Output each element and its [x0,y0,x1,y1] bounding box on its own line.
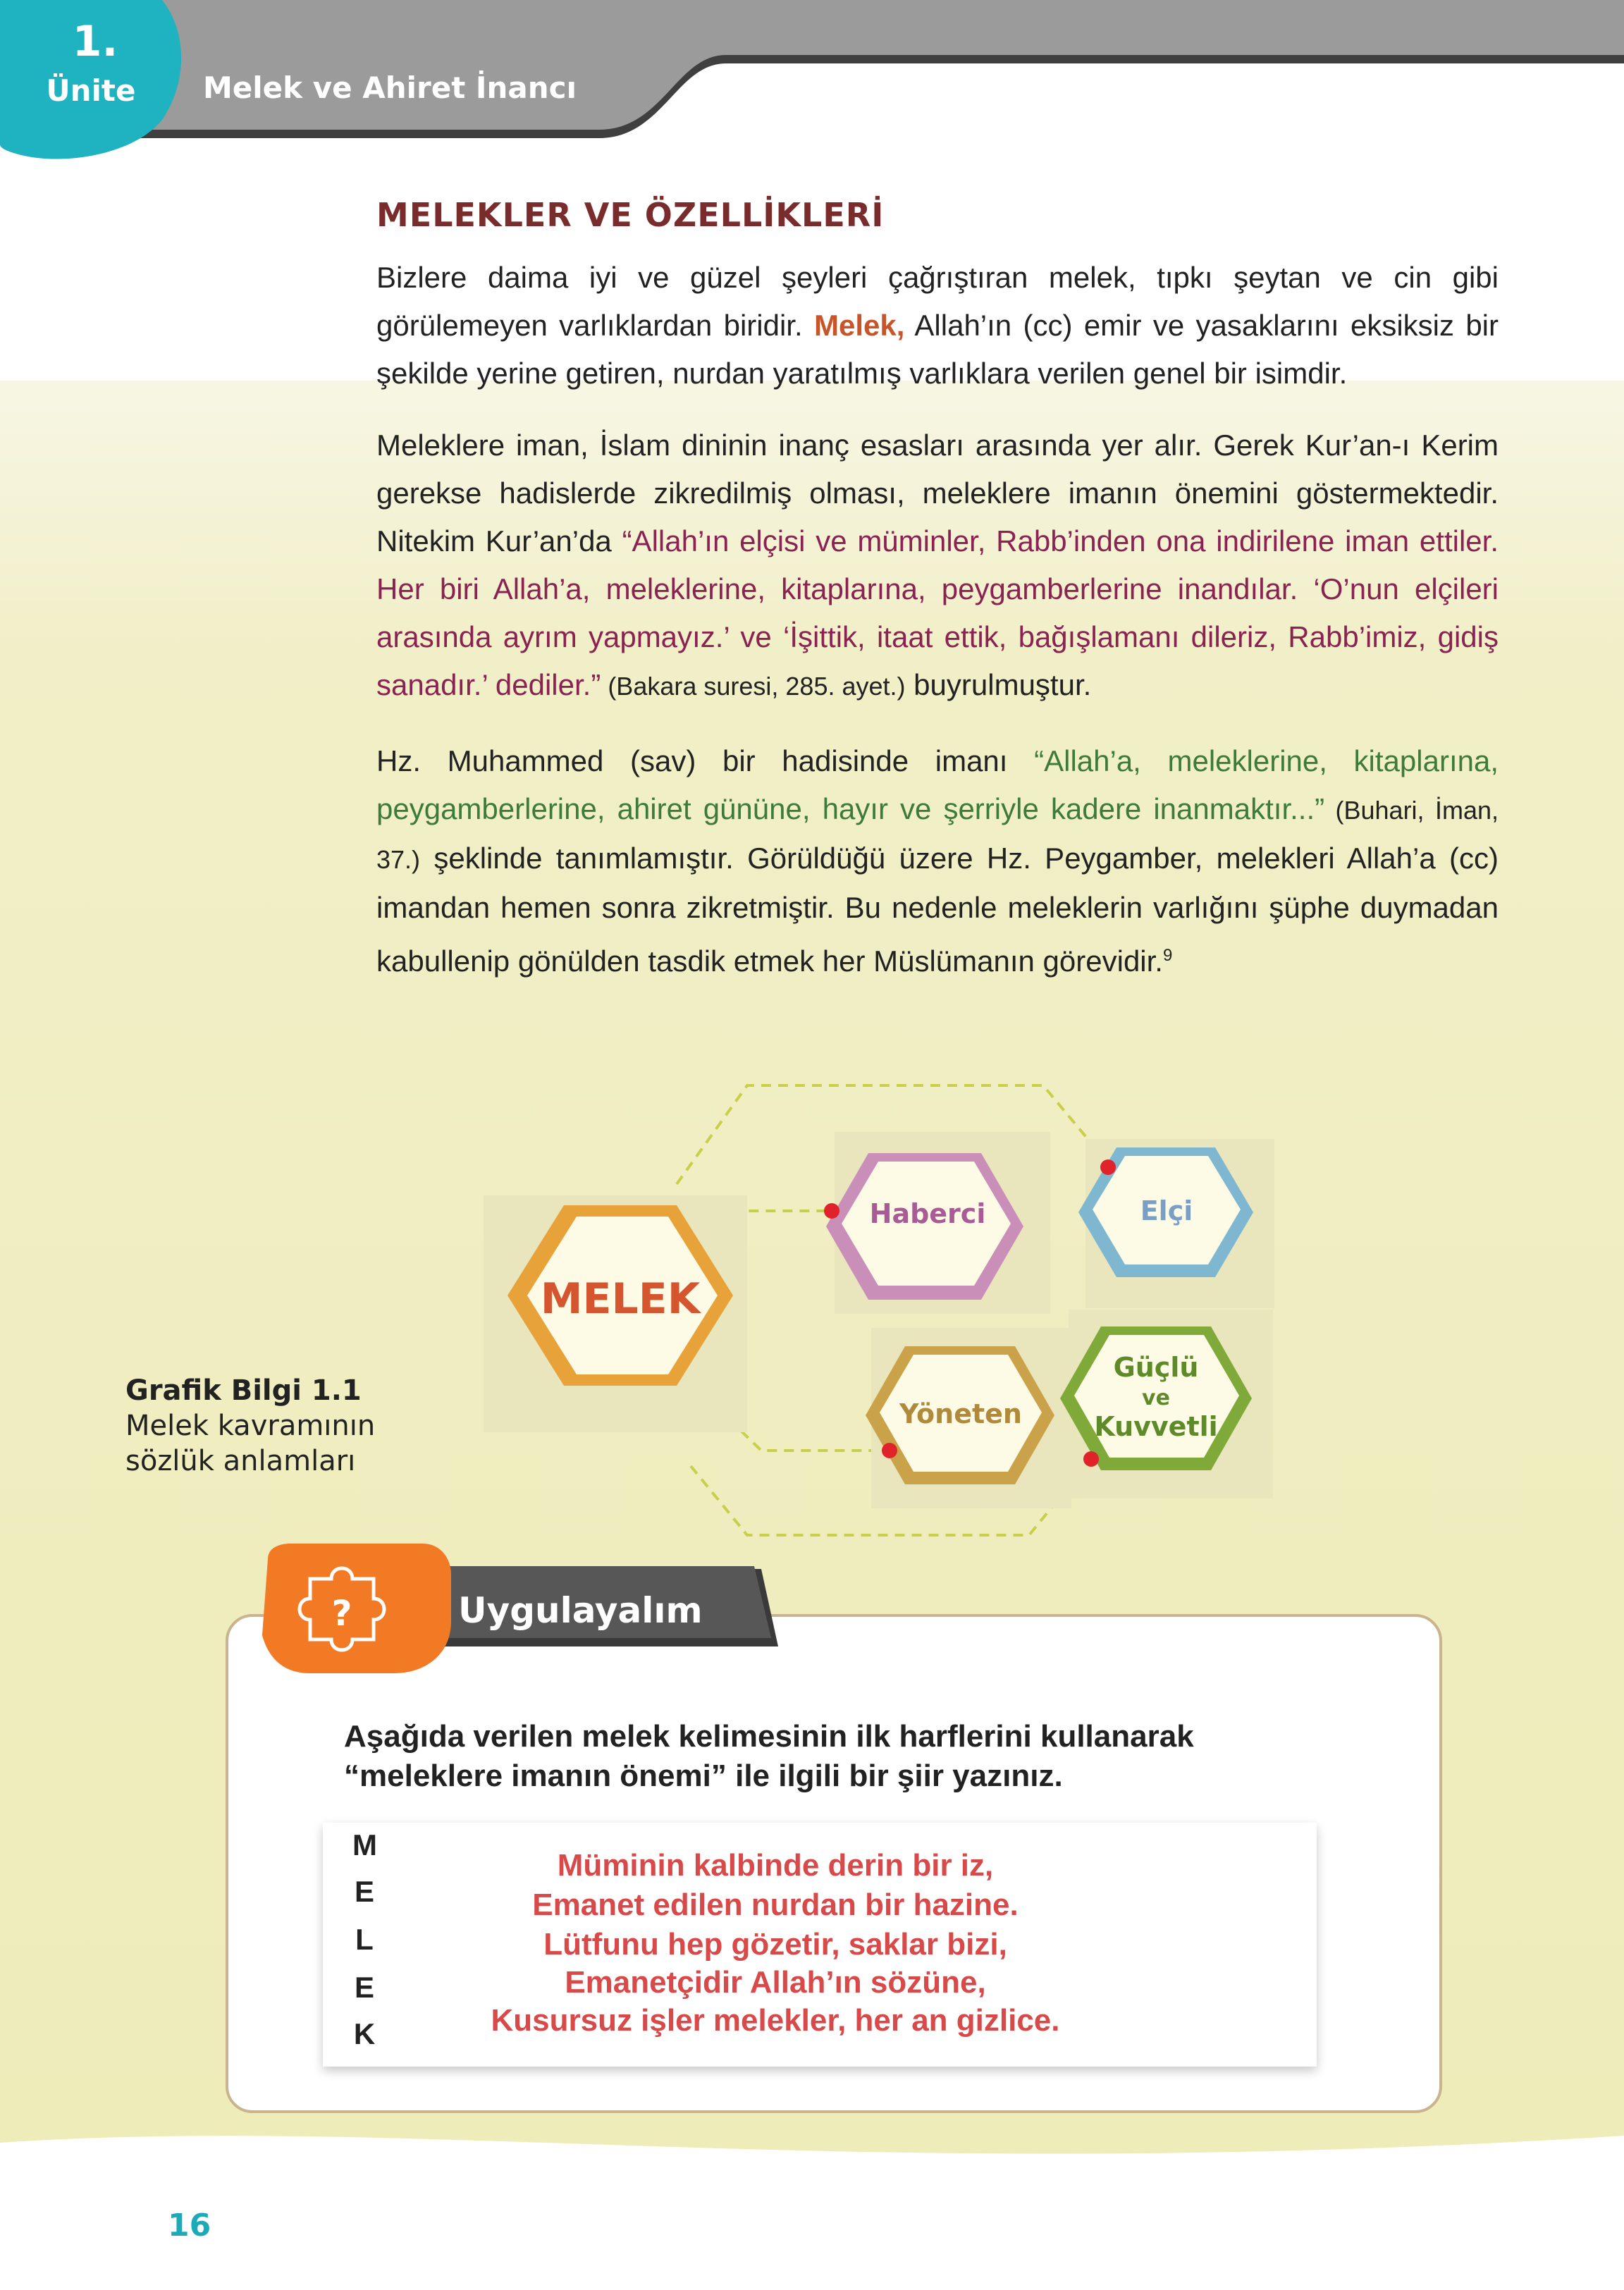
activity-badge-title: Uygulayalım [458,1590,703,1631]
p3-source: (Buhari, İman, 37.) [376,796,1499,874]
paragraph-3 [376,737,1499,985]
poem-line: Lütfunu hep gözetir, saklar bizi, [543,1927,1007,1962]
header-title: Melek ve Ahiret İnancı [203,70,577,105]
guclu-word: Güçlü [1113,1352,1199,1383]
poem-line: Kusursuz işler melekler, her an gizlice. [491,2003,1060,2038]
ve-word: ve [1142,1386,1170,1410]
activity-instruction [344,1717,1401,1796]
paragraph-1 [376,254,1499,398]
figure-caption [125,1373,375,1479]
activity-badge [262,1544,451,1673]
page-bottom-curve [0,2136,1624,2290]
acrostic-letter: L [355,1923,374,1956]
section-title: MELEKLER VE ÖZELLİKLERİ [376,196,885,234]
p2-verse: “Allah’ın elçisi ve müminler, Rabb’inden ona indirilene iman ettiler. Her biri Allah’a, meleklerine, kitaplarına, peygamberlerine inandılar. ‘O’nun elçileri arasında ayrım yapmayız.’ ve ‘İşittik, itaat ettik, bağışlamanı dileriz, Rabb’imiz, gidiş sanadır.’ dediler.” [376,524,1499,701]
instruction-line-1: Aşağıda verilen melek kelimesinin ilk harflerini kullanarak [344,1719,1194,1754]
acrostic-letter: M [352,1828,377,1861]
poem-line: Müminin kalbinde derin bir iz, [557,1848,994,1883]
kuvvetli-word: Kuvvetli [1094,1411,1218,1442]
acrostic-letter: E [354,1875,374,1908]
unit-label: Ünite [46,73,136,108]
hex-melek-label: MELEK [540,1274,701,1324]
p1-keyword: Melek, [813,309,905,342]
hex-guclu-label [1078,1353,1234,1441]
header-band [0,0,1624,130]
caption-title: Grafik Bilgi 1.1 [125,1374,362,1407]
p3-text-b: şeklinde tanımlamıştır. Görüldüğü üzere Hz. Peygamber, melekleri Allah’a (cc) imandan hemen sonra zikretmiştir. Bu nedenle meleklerin varlığını şüphe duymadan kabullenip gönülden tasdik etmek her Müslümanın görevidir. [376,842,1499,978]
caption-line-1: Melek kavramının [125,1410,376,1442]
caption-line-2: sözlük anlamları [125,1445,356,1477]
instruction-line-2: “meleklere imanın önemi” ile ilgili bir şiir yazınız. [344,1759,1063,1793]
p1-text-a: Bizlere daima iyi ve güzel şeyleri çağrıştıran melek, tıpkı şeytan ve cin gibi görülemeyen varlıklardan biridir. [376,261,1499,342]
p3-text-a: Hz. Muhammed (sav) bir hadisinde imanı [376,744,1035,777]
footnote-marker: 9 [1162,946,1173,965]
poem-line: Emanetçidir Allah’ın sözüne, [565,1965,986,2000]
p2-source: (Bakara suresi, 285. ayet.) [601,672,906,701]
p1-text-b: Allah’ın (cc) emir ve yasaklarını eksiksiz bir şekilde yerine getiren, nurdan yaratılmış varlıklara verilen genel bir isimdir. [376,309,1499,390]
hex-yoneten-label: Yöneten [899,1398,1022,1429]
page-number: 16 [168,2208,211,2243]
acrostic-letter: K [353,2017,376,2050]
p2-text-b: buyrulmuştur. [905,668,1092,701]
hex-elci-label: Elçi [1140,1195,1193,1226]
hex-haberci-label: Haberci [869,1198,986,1229]
poem-line: Emanet edilen nurdan bir hazine. [532,1888,1019,1922]
p3-hadith: “Allah’a, meleklerine, kitaplarına, peygamberlerine, ahiret gününe, hayır ve şerriyle kadere inanmaktır...” [376,744,1499,825]
question-mark-glyph: ? [331,1593,352,1634]
unit-number: 1. [72,17,118,66]
p2-text-a: Meleklere iman, İslam dininin inanç esasları arasında yer alır. Gerek Kur’an-ı Kerim gerekse hadislerde zikredilmiş olması, meleklere imanın önemini göstermektedir. Nitekim Kur’an’da [376,429,1499,558]
paragraph-2 [376,421,1499,710]
acrostic-letter: E [354,1971,374,2004]
